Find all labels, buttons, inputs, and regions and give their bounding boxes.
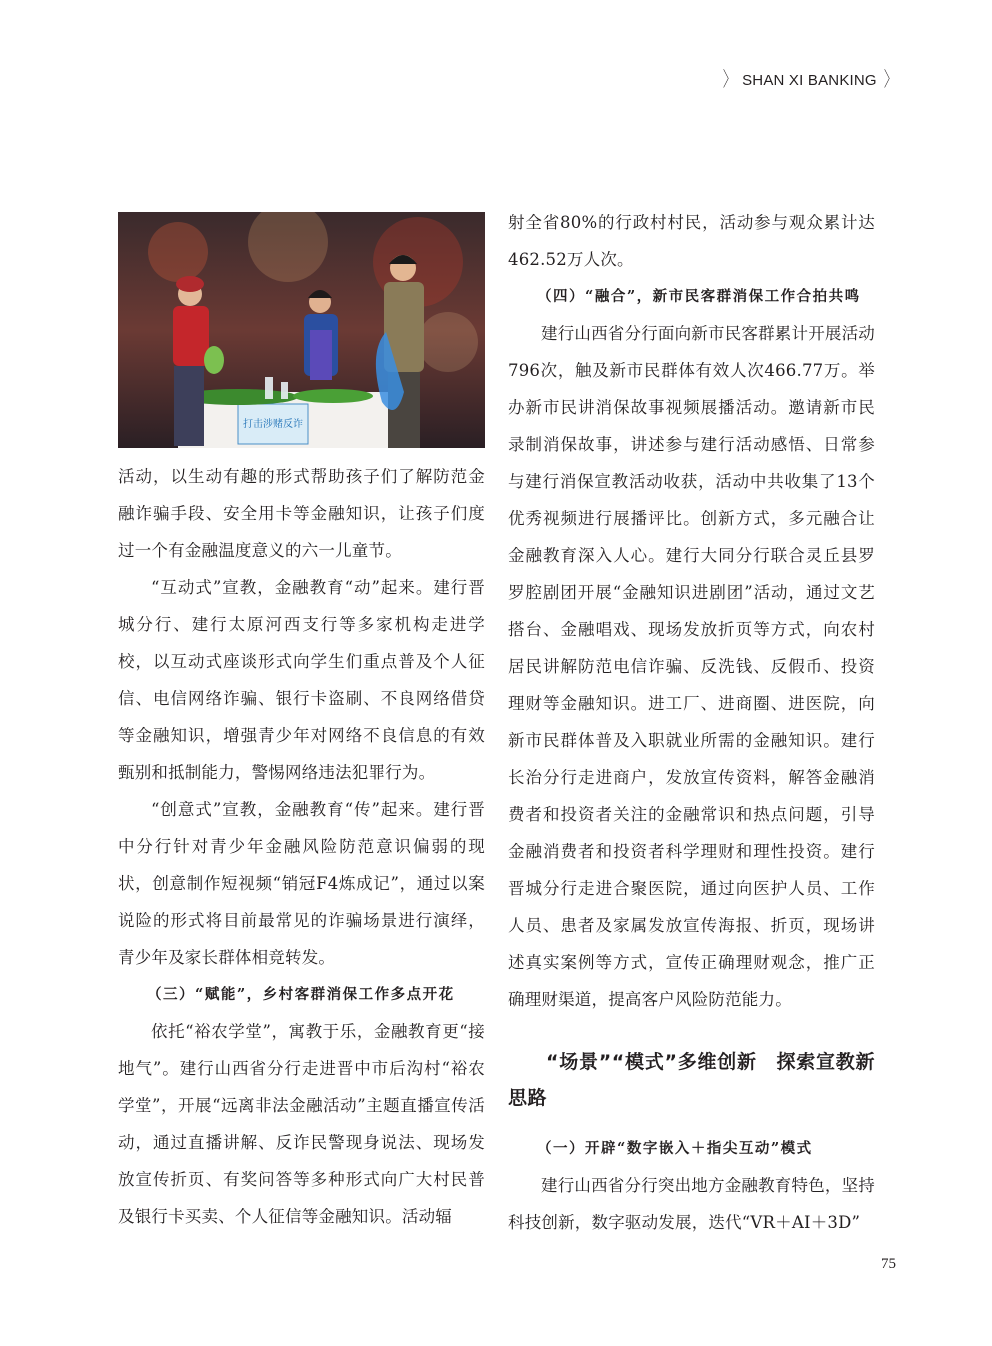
left-column	[118, 458, 485, 1235]
subheading-4: （四）“融合”，新市民客群消保工作合拍共鸣	[537, 288, 861, 305]
bracket-right-icon: 〉	[883, 69, 896, 91]
left-paragraph-4: 依托“裕农学堂”，寓教于乐，金融教育更“接地气”。建行山西省分行走进晋中市后沟村“裕农学堂”，开展“远离非法金融活动”主题直播宣传活动，通过直播讲解、反诈民警现身说法、现场发放宣传折页、有奖问答等多种形式向广大村民普及银行卡买卖、个人征信等金融知识。活动辐	[118, 1022, 485, 1226]
banner-text: 打击涉赌反诈	[243, 419, 303, 430]
right-column	[508, 204, 875, 1241]
section-heading: “场景”“模式”多维创新 探索宣教新思路	[508, 1051, 875, 1109]
subheading-3: （三）“赋能”，乡村客群消保工作多点开花	[147, 986, 455, 1003]
event-photo	[118, 212, 485, 448]
journal-header	[719, 70, 900, 90]
left-paragraph-2: “互动式”宣教，金融教育“动”起来。建行晋城分行、建行太原河西支行等多家机构走进学校，以互动式座谈形式向学生们重点普及个人征信、电信网络诈骗、银行卡盗刷、不良网络借贷等金融知识，增强青少年对网络不良信息的有效甄别和抵制能力，警惕网络违法犯罪行为。	[118, 578, 485, 782]
right-paragraph-3: 建行山西省分行突出地方金融教育特色，坚持科技创新，数字驱动发展，迭代“VR＋AI＋3D”	[508, 1176, 875, 1232]
journal-title: SHAN XI BANKING	[742, 71, 877, 89]
right-paragraph-1: 射全省80%的行政村村民，活动参与观众累计达462.52万人次。	[508, 213, 875, 269]
left-paragraph-1: 活动，以生动有趣的形式帮助孩子们了解防范金融诈骗手段、安全用卡等金融知识，让孩子们度过一个有金融温度意义的六一儿童节。	[118, 467, 485, 560]
event-photo-illustration	[118, 212, 485, 448]
left-paragraph-3: “创意式”宣教，金融教育“传”起来。建行晋中分行针对青少年金融风险防范意识偏弱的现状，创意制作短视频“销冠F4炼成记”，通过以案说险的形式将目前最常见的诈骗场景进行演绎，青少年及家长群体相竞转发。	[118, 800, 485, 967]
subheading-1: （一）开辟“数字嵌入＋指尖互动”模式	[537, 1140, 813, 1157]
page-number: 75	[881, 1256, 896, 1272]
right-paragraph-2: 建行山西省分行面向新市民客群累计开展活动796次，触及新市民群体有效人次466.77万。举办新市民讲消保故事视频展播活动。邀请新市民录制消保故事，讲述参与建行活动感悟、日常参与建行消保宣教活动收获，活动中共收集了13个优秀视频进行展播评比。创新方式，多元融合让金融教育深入人心。建行大同分行联合灵丘县罗罗腔剧团开展“金融知识进剧团”活动，通过文艺搭台、金融唱戏、现场发放折页等方式，向农村居民讲解防范电信诈骗、反洗钱、反假币、投资理财等金融知识。进工厂、进商圈、进医院，向新市民群体普及入职就业所需的金融知识。建行长治分行走进商户，发放宣传资料，解答金融消费者和投资者关注的金融常识和热点问题，引导金融消费者和投资者科学理财和理性投资。建行晋城分行走进合聚医院，通过向医护人员、工作人员、患者及家属发放宣传海报、折页，现场讲述真实案例等方式，宣传正确理财观念，推广正确理财渠道，提高客户风险防范能力。	[508, 324, 875, 1009]
bracket-left-icon: 〉	[722, 69, 736, 91]
